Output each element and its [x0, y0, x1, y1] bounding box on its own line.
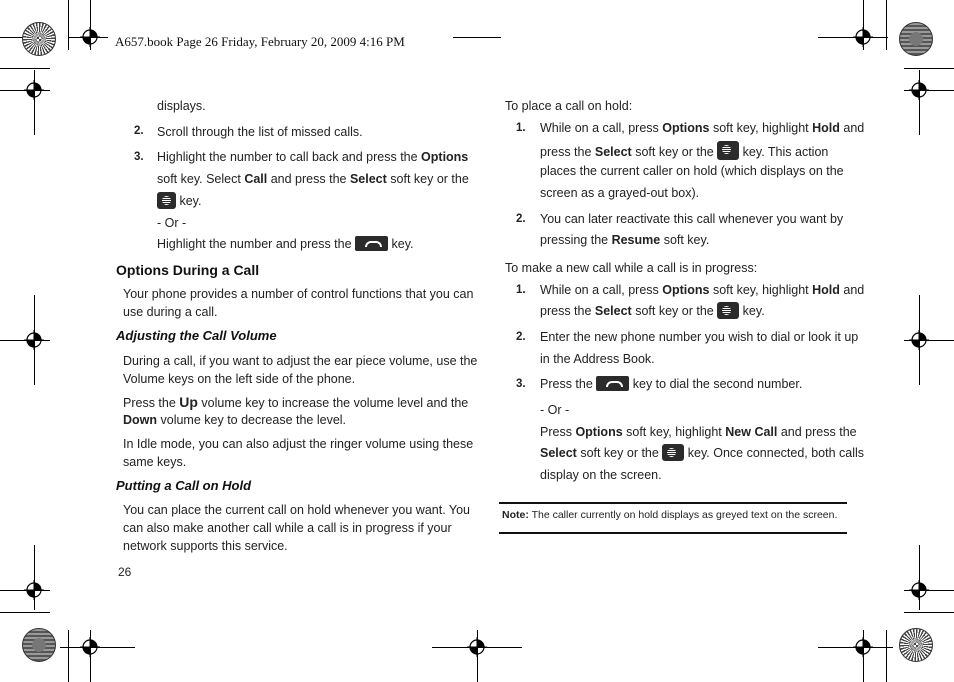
step-text: Scroll through the list of missed calls. [157, 125, 363, 139]
step-number: 2. [516, 213, 526, 225]
step-number: 1. [516, 284, 526, 296]
step-text: screen as a grayed-out box). [540, 186, 700, 200]
registration-target-icon [909, 330, 929, 350]
registration-target-icon [909, 580, 929, 600]
paragraph: can also make another call while a call is in progress if your [123, 521, 452, 535]
crop-mark [886, 630, 887, 682]
halftone-target-icon [22, 628, 56, 662]
select-key-icon [717, 302, 739, 319]
step-number: 3. [134, 151, 144, 163]
paragraph: You can place the current call on hold whenever you want. You [123, 503, 471, 517]
step-text: pressing the Resume soft key. [540, 233, 710, 247]
step-text: press the Select soft key or the key. This action [540, 141, 828, 161]
crop-mark [904, 68, 954, 69]
step-number: 2. [516, 331, 526, 343]
starburst-target-icon [899, 628, 933, 662]
step-text: While on a call, press Options soft key, highlight Hold and [540, 283, 865, 297]
section-heading: Options During a Call [116, 262, 260, 278]
step-text: Press the key to dial the second number. [540, 377, 803, 391]
registration-target-icon [853, 637, 873, 657]
step-text: Highlight the number to call back and press the Options [157, 150, 469, 164]
paragraph: To place a call on hold: [505, 99, 633, 113]
step-text: display on the screen. [540, 468, 662, 482]
crop-mark [904, 612, 954, 613]
step-text: Select soft key or the key. Once connected, both calls [540, 446, 865, 460]
step-text: places the current caller on hold (which displays on the [540, 164, 844, 178]
paragraph: same keys. [123, 455, 187, 469]
step-text: press the Select soft key or the key. [540, 304, 765, 318]
book-header: A657.book Page 26 Friday, February 20, 2009 4:16 PM [115, 34, 405, 49]
step-number: 1. [516, 122, 526, 134]
registration-target-icon [80, 637, 100, 657]
crop-mark [919, 545, 920, 610]
step-text: While on a call, press Options soft key, highlight Hold and [540, 121, 865, 135]
registration-target-icon [24, 80, 44, 100]
paragraph: displays. [157, 99, 206, 113]
or-separator: - Or - [157, 216, 187, 230]
registration-target-icon [80, 27, 100, 47]
crop-mark [0, 612, 50, 613]
step-text: Press Options soft key, highlight New Call and press the [540, 425, 857, 439]
step-text: Highlight the number and press the key. [157, 237, 414, 251]
crop-mark [34, 545, 35, 610]
note-text: Note: The caller currently on hold displays as greyed text on the screen. [502, 509, 838, 521]
registration-target-icon [24, 580, 44, 600]
crop-mark [68, 0, 69, 50]
step-text: key. [157, 192, 201, 210]
select-key-icon [717, 141, 739, 160]
step-number: 3. [516, 378, 526, 390]
step-text: Enter the new phone number you wish to dial or look it up [540, 330, 859, 344]
crop-mark [68, 630, 69, 682]
crop-mark [0, 68, 50, 69]
subsection-heading: Putting a Call on Hold [116, 478, 252, 493]
registration-target-icon [909, 80, 929, 100]
paragraph: In Idle mode, you can also adjust the ringer volume using these [123, 437, 474, 451]
halftone-target-icon [899, 22, 933, 56]
or-separator: - Or - [540, 403, 570, 417]
paragraph: Press the Up volume key to increase the volume level and the [123, 394, 469, 410]
paragraph: Down volume key to decrease the level. [123, 413, 347, 427]
subsection-heading: Adjusting the Call Volume [116, 328, 277, 343]
paragraph: network supports this service. [123, 539, 288, 553]
crop-mark [453, 37, 501, 38]
select-key-icon [157, 192, 176, 209]
registration-target-icon [24, 330, 44, 350]
starburst-target-icon [22, 22, 56, 56]
registration-target-icon [467, 637, 487, 657]
select-key-icon [662, 444, 684, 461]
paragraph: Your phone provides a number of control functions that you can [123, 287, 474, 301]
send-key-icon [596, 376, 629, 391]
step-text: soft key. Select Call and press the Select soft key or the [157, 172, 469, 186]
paragraph: use during a call. [123, 305, 218, 319]
crop-mark [886, 0, 887, 50]
step-text: You can later reactivate this call whenever you want by [540, 212, 844, 226]
paragraph: During a call, if you want to adjust the ear piece volume, use the [123, 354, 478, 368]
step-text: in the Address Book. [540, 352, 655, 366]
paragraph: Volume keys on the left side of the phone. [123, 372, 356, 386]
page-number: 26 [118, 565, 132, 579]
send-key-icon [355, 236, 388, 251]
step-number: 2. [134, 125, 144, 137]
paragraph: To make a new call while a call is in progress: [505, 261, 758, 275]
registration-target-icon [853, 27, 873, 47]
